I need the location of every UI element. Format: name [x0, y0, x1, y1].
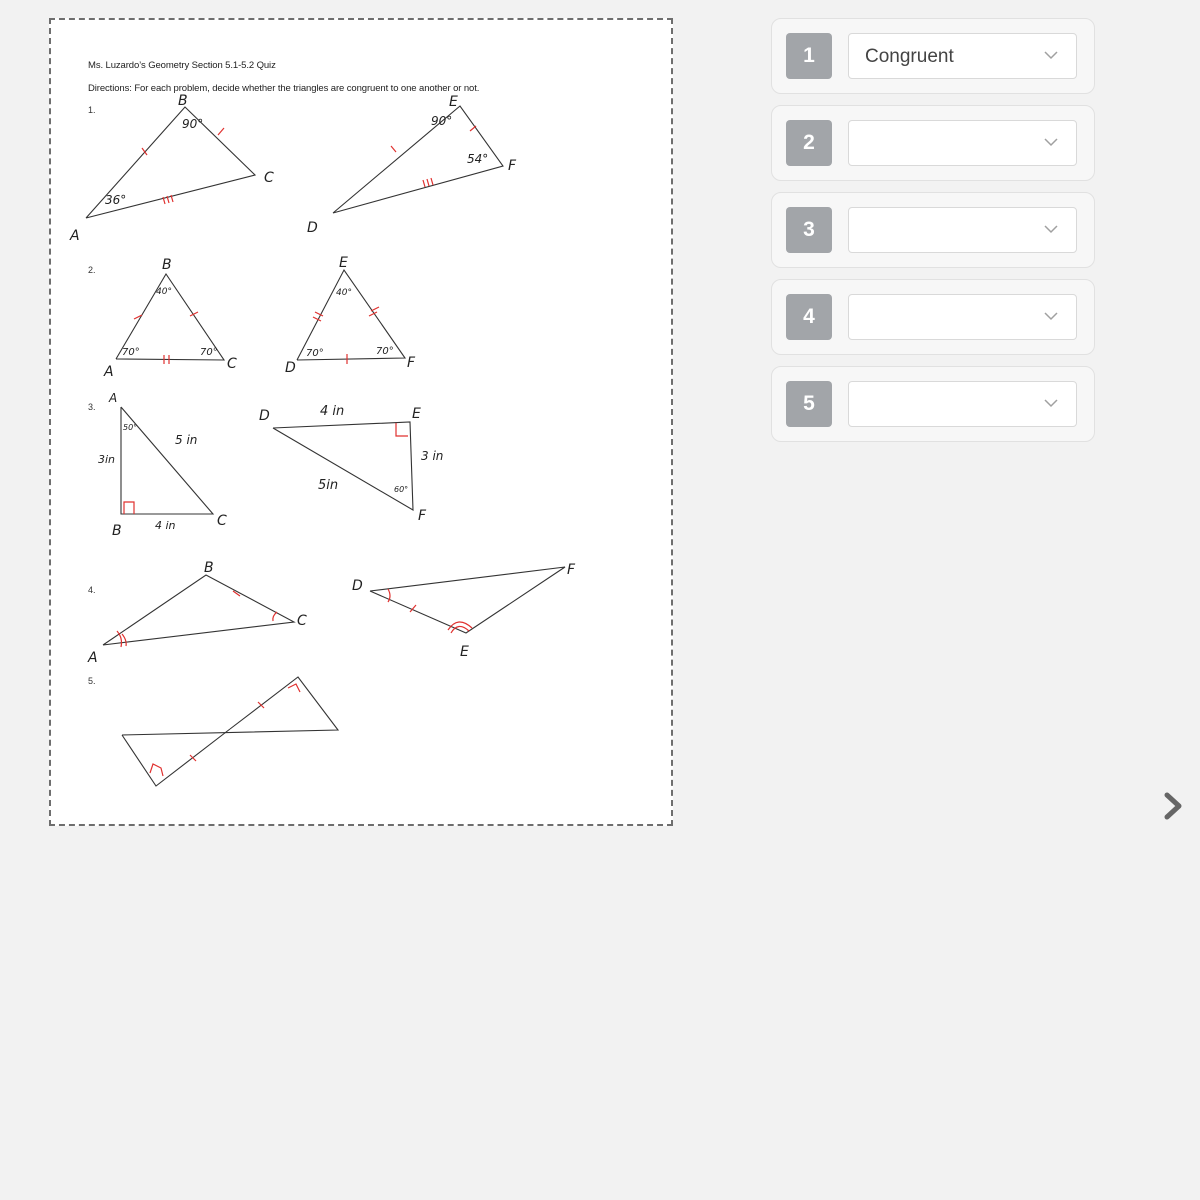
quiz-title: Ms. Luzardo’s Geometry Section 5.1-5.2 Quiz	[88, 60, 276, 71]
question-number-badge: 5	[786, 381, 832, 427]
answer-card-4	[771, 279, 1095, 355]
p2-label-f: F	[407, 355, 416, 371]
chevron-down-icon	[1044, 396, 1058, 410]
p2-label-b: B	[162, 257, 172, 273]
p3-side-ab: 3in	[98, 453, 116, 466]
problem-number-1: 1.	[88, 105, 96, 115]
p4-label-b: B	[204, 560, 214, 576]
p3-side-ef: 3 in	[421, 449, 444, 463]
p2-angle-b: 40°	[156, 287, 172, 297]
answer-card-2	[771, 105, 1095, 181]
p3-label-f: F	[418, 508, 427, 524]
p4-label-e: E	[460, 644, 469, 660]
chevron-down-icon	[1044, 135, 1058, 149]
p3-label-e: E	[412, 406, 421, 422]
answer-dropdown-5[interactable]	[848, 381, 1077, 427]
p1-angle-a: 36°	[105, 193, 127, 207]
p2-label-d: D	[285, 360, 296, 376]
p2-angle-c: 70°	[200, 347, 218, 358]
p1-label-d: D	[307, 220, 318, 236]
p3-side-de: 4 in	[320, 404, 345, 419]
p3-label-d: D	[259, 408, 270, 424]
p4-label-d: D	[352, 578, 363, 594]
problem-number-3: 3.	[88, 402, 96, 412]
p2-angle-e: 40°	[336, 288, 352, 298]
problem-number-4: 4.	[88, 585, 96, 595]
p2-label-a: A	[104, 364, 114, 380]
answer-dropdown-value: Congruent	[865, 46, 954, 67]
p2-angle-d: 70°	[306, 348, 324, 359]
p4-label-c: C	[297, 613, 307, 629]
triangle-pair-5a	[122, 729, 230, 786]
chevron-right-icon[interactable]	[1160, 790, 1186, 822]
p2-angle-a: 70°	[122, 347, 140, 358]
triangle-pair-5b	[122, 677, 338, 735]
answer-card-3	[771, 192, 1095, 268]
p2-label-e: E	[339, 255, 348, 271]
answer-dropdown-1[interactable]	[848, 33, 1077, 79]
chevron-down-icon	[1044, 222, 1058, 236]
question-number-badge: 4	[786, 294, 832, 340]
p1-label-a: A	[70, 228, 80, 244]
p3-label-a: A	[109, 391, 118, 405]
problem-number-2: 2.	[88, 265, 96, 275]
p1-label-c: C	[264, 170, 274, 186]
p2-angle-f: 70°	[376, 346, 394, 357]
answer-dropdown-3[interactable]	[848, 207, 1077, 253]
triangle-def-4	[370, 567, 565, 633]
answer-dropdown-4[interactable]	[848, 294, 1077, 340]
p1-angle-e: 90°	[431, 114, 453, 128]
answer-card-5	[771, 366, 1095, 442]
p4-label-a: A	[88, 650, 98, 666]
p1-angle-f: 54°	[467, 152, 489, 166]
p1-label-e: E	[449, 94, 458, 110]
p2-label-c: C	[227, 356, 237, 372]
p3-side-bc: 4 in	[155, 519, 176, 532]
p3-label-b: B	[112, 523, 122, 539]
chevron-down-icon	[1044, 309, 1058, 323]
answer-card-1	[771, 18, 1095, 94]
chevron-down-icon	[1044, 48, 1058, 62]
p1-label-b: B	[178, 93, 188, 109]
p3-angle-a: 50°	[123, 423, 138, 432]
triangle-diagrams	[0, 0, 700, 830]
quiz-directions: Directions: For each problem, decide whether the triangles are congruent to one another or not.	[88, 83, 480, 94]
p3-side-ac: 5 in	[175, 433, 198, 447]
p3-label-c: C	[217, 513, 227, 529]
p3-angle-f: 60°	[394, 485, 409, 494]
p1-angle-b: 90°	[182, 117, 204, 131]
triangle-def-3	[273, 422, 413, 510]
answer-dropdown-2[interactable]	[848, 120, 1077, 166]
triangle-abc-4	[103, 575, 294, 645]
p1-label-f: F	[508, 158, 517, 174]
problem-number-5: 5.	[88, 676, 96, 686]
question-number-badge: 2	[786, 120, 832, 166]
question-number-badge: 3	[786, 207, 832, 253]
p3-side-df: 5in	[318, 478, 339, 493]
p4-label-f: F	[567, 562, 576, 578]
question-number-badge: 1	[786, 33, 832, 79]
